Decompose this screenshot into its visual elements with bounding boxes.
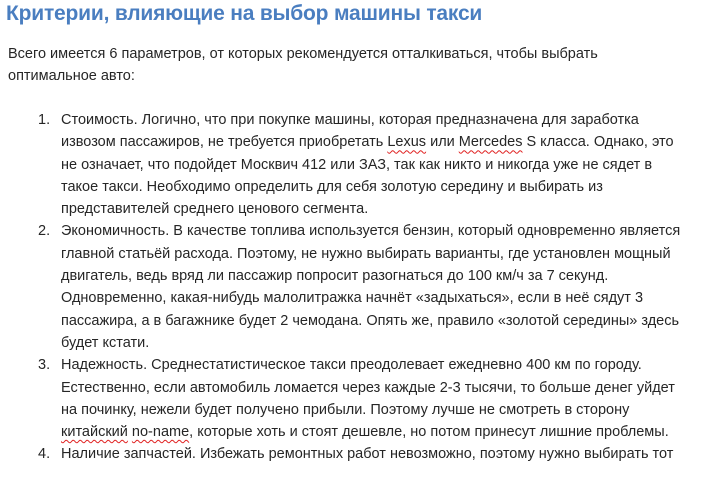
list-item-line bbox=[61, 198, 720, 220]
list-item-2 bbox=[0, 220, 720, 354]
list-item-line bbox=[61, 131, 720, 153]
list-item-line bbox=[61, 154, 720, 176]
text-segment: не означает, что подойдет Москвич 412 или ЗАЗ, так как никто и никогда уже не сядет в bbox=[61, 156, 653, 173]
spellcheck-flagged-word: китайский bbox=[61, 424, 128, 441]
list-item-line bbox=[61, 220, 720, 242]
text-segment: S класса. Однако, это bbox=[522, 134, 674, 151]
text-segment: на починку, нежели будет получено прибыли. Поэтому лучше не смотреть в сторону bbox=[61, 401, 630, 418]
list-item-line bbox=[61, 287, 720, 309]
spellcheck-flagged-word: Lexus bbox=[387, 134, 427, 151]
list-item-number: 2. bbox=[38, 223, 51, 240]
list-item-4 bbox=[0, 443, 720, 465]
list-item-line bbox=[61, 443, 720, 465]
list-item-line bbox=[61, 377, 720, 399]
list-item-line bbox=[61, 399, 720, 421]
text-segment: такое такси. Необходимо определить для себя золотую середину и выбирать из bbox=[61, 178, 603, 195]
list-item-line bbox=[61, 243, 720, 265]
text-segment: Экономичность. В качестве топлива используется бензин, который одновременно является bbox=[61, 223, 681, 240]
text-segment: Надежность. Среднестатистическое такси преодолевает ежедневно 400 км по городу. bbox=[61, 357, 642, 374]
list-item-line bbox=[61, 354, 720, 376]
text-segment: Стоимость. Логично, что при покупке машины, которая предназначена для заработка bbox=[61, 112, 639, 128]
text-segment: Одновременно, какая-нибудь малолитражка начнёт «задыхаться», если в неё сядут 3 bbox=[61, 290, 644, 307]
list-item-line bbox=[61, 176, 720, 198]
criteria-list bbox=[0, 109, 720, 466]
list-item-line bbox=[61, 109, 720, 131]
spellcheck-flagged-word: Mercedes bbox=[458, 134, 523, 151]
text-segment: или bbox=[426, 134, 459, 151]
intro-line: Всего имеется 6 параметров, от которых рекомендуется отталкиваться, чтобы выбрать bbox=[8, 46, 598, 62]
list-item-3 bbox=[0, 354, 720, 443]
list-item-line bbox=[61, 310, 720, 332]
text-segment: Наличие запчастей. Избежать ремонтных работ невозможно, поэтому нужно выбирать тот bbox=[61, 446, 674, 463]
list-item-line bbox=[61, 332, 720, 354]
intro-line: оптимальное авто: bbox=[8, 68, 135, 84]
text-segment: двигатель, ведь вряд ли пассажир попросит разогнаться до 100 км/ч за 7 секунд. bbox=[61, 268, 609, 285]
text-segment: Естественно, если автомобиль ломается через каждые 2-3 тысячи, то больше денег уйдет bbox=[61, 379, 675, 396]
list-item-number: 1. bbox=[38, 112, 51, 128]
article-heading: Критерии, влияющие на выбор машины такси bbox=[6, 2, 483, 25]
text-segment: главной статьёй расхода. Поэтому, не нужно выбирать варианты, где установлен мощный bbox=[61, 245, 671, 262]
list-item-number: 4. bbox=[38, 446, 51, 463]
list-item-number: 3. bbox=[38, 357, 51, 374]
spellcheck-flagged-word: no-name bbox=[131, 424, 190, 441]
intro-paragraph bbox=[8, 43, 708, 87]
text-segment: извозом пассажиров, не требуется приобретать bbox=[61, 134, 388, 151]
text-segment: , которые хоть и стоят дешевле, но потом принесут лишние проблемы. bbox=[189, 424, 669, 441]
list-item-1 bbox=[0, 109, 720, 220]
text-segment: представителей среднего ценового сегмента. bbox=[61, 201, 369, 218]
list-item-line bbox=[61, 421, 720, 443]
text-segment: будет кстати. bbox=[61, 334, 150, 351]
list-item-line bbox=[61, 265, 720, 287]
text-segment: пассажира, а в багажнике будет 2 чемодана. Опять же, правило «золотой середины» здесь bbox=[61, 312, 680, 329]
